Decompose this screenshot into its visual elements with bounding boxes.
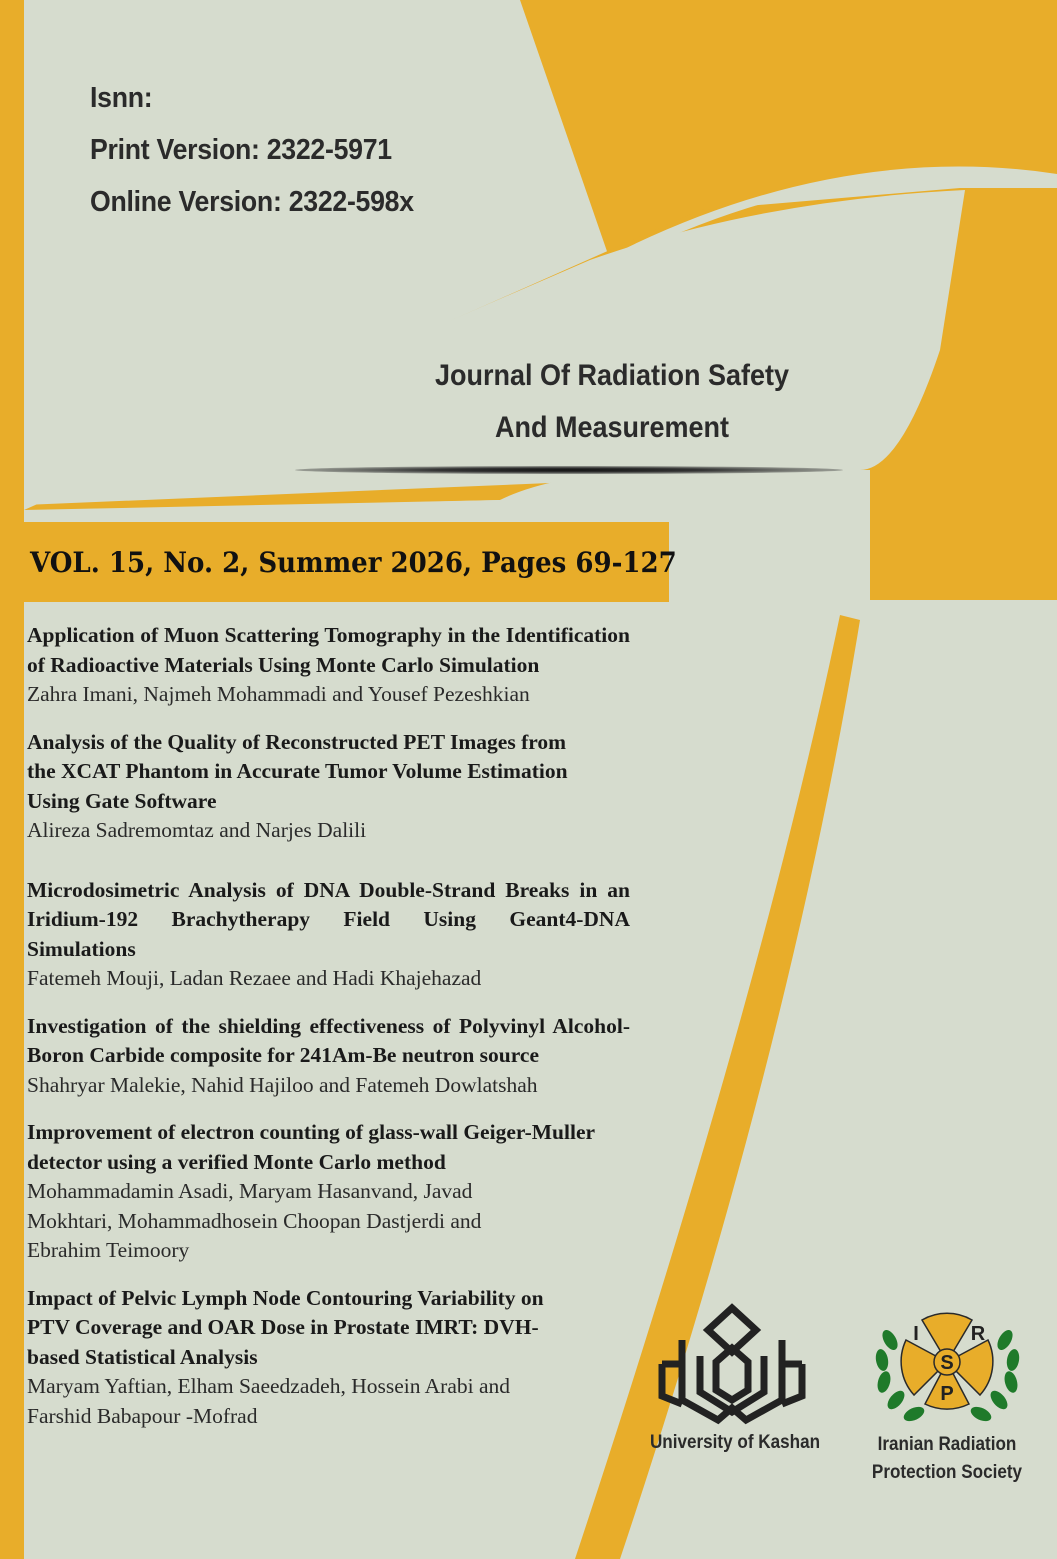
article-title: Microdosimetric Analysis of DNA Double-Strand Breaks in an Iridium-192 Brachytherapy Field Using Geant4-DNA Simulations (27, 877, 630, 961)
issn-online-version: Online Version: 2322-598x (90, 186, 414, 218)
isrp-letter-s: S (940, 1352, 954, 1374)
issue-banner-text: VOL. 15, No. 2, Summer 2026, Pages 69-127 (30, 545, 677, 579)
article-item[interactable] (27, 876, 630, 994)
issn-label: Isnn: (90, 82, 153, 114)
issn-print-version: Print Version: 2322-5971 (90, 134, 392, 166)
article-authors: Zahra Imani, Najmeh Mohammadi and Yousef Pezeshkian (27, 682, 530, 706)
isrp-letter-p: P (940, 1383, 954, 1405)
article-authors: Maryam Yaftian, Elham Saeedzadeh, Hossein Arabi and Farshid Babapour -Mofrad (27, 1374, 511, 1428)
isrp-letter-r: R (970, 1323, 986, 1345)
isrp-caption-line1: Iranian Radiation (877, 1434, 1017, 1455)
article-item[interactable] (27, 1284, 547, 1432)
issue-banner (22, 522, 677, 602)
article-authors: Mohammadamin Asadi, Maryam Hasanvand, Javad Mokhtari, Mohammadhosein Choopan Dastjerdi and Ebrahim Teimoory (27, 1179, 482, 1262)
isrp-letter-i: I (913, 1323, 919, 1345)
article-item[interactable] (27, 1118, 617, 1266)
kashan-caption: University of Kashan (649, 1432, 821, 1453)
article-title: Analysis of the Quality of Reconstructed PET Images from the XCAT Phantom in Accurate Tumor Volume Estimation Using Gate Software (27, 729, 568, 813)
article-title: Application of Muon Scattering Tomography in the Identification of Radioactive Materials Using Monte Carlo Simulation (27, 623, 630, 677)
article-authors: Alireza Sadremomtaz and Narjes Dalili (27, 818, 367, 842)
article-title: Investigation of the shielding effectiveness of Polyvinyl Alcohol-Boron Carbide composite for 241Am-Be neutron source (27, 1013, 630, 1067)
article-authors: Fatemeh Mouji, Ladan Rezaee and Hadi Khajehazad (27, 966, 482, 990)
isrp-caption-line2: Protection Society (871, 1462, 1023, 1483)
title-divider (295, 466, 843, 474)
article-authors: Shahryar Malekie, Nahid Hajiloo and Fatemeh Dowlatshah (27, 1072, 538, 1097)
article-title: Impact of Pelvic Lymph Node Contouring Variability on PTV Coverage and OAR Dose in Prostate IMRT: DVH-based Statistical Analysis (27, 1285, 544, 1369)
journal-title-line1: Journal Of Radiation Safety (434, 359, 790, 392)
article-list (27, 621, 630, 1431)
article-item[interactable] (27, 1012, 630, 1101)
journal-title-line2: And Measurement (494, 411, 730, 444)
article-item[interactable] (27, 728, 587, 846)
isrp-logo (870, 1300, 1025, 1430)
university-of-kashan-logo (656, 1300, 808, 1428)
article-title: Improvement of electron counting of glass-wall Geiger-Muller detector using a verified Monte Carlo method (27, 1120, 595, 1174)
article-item[interactable] (27, 621, 630, 710)
